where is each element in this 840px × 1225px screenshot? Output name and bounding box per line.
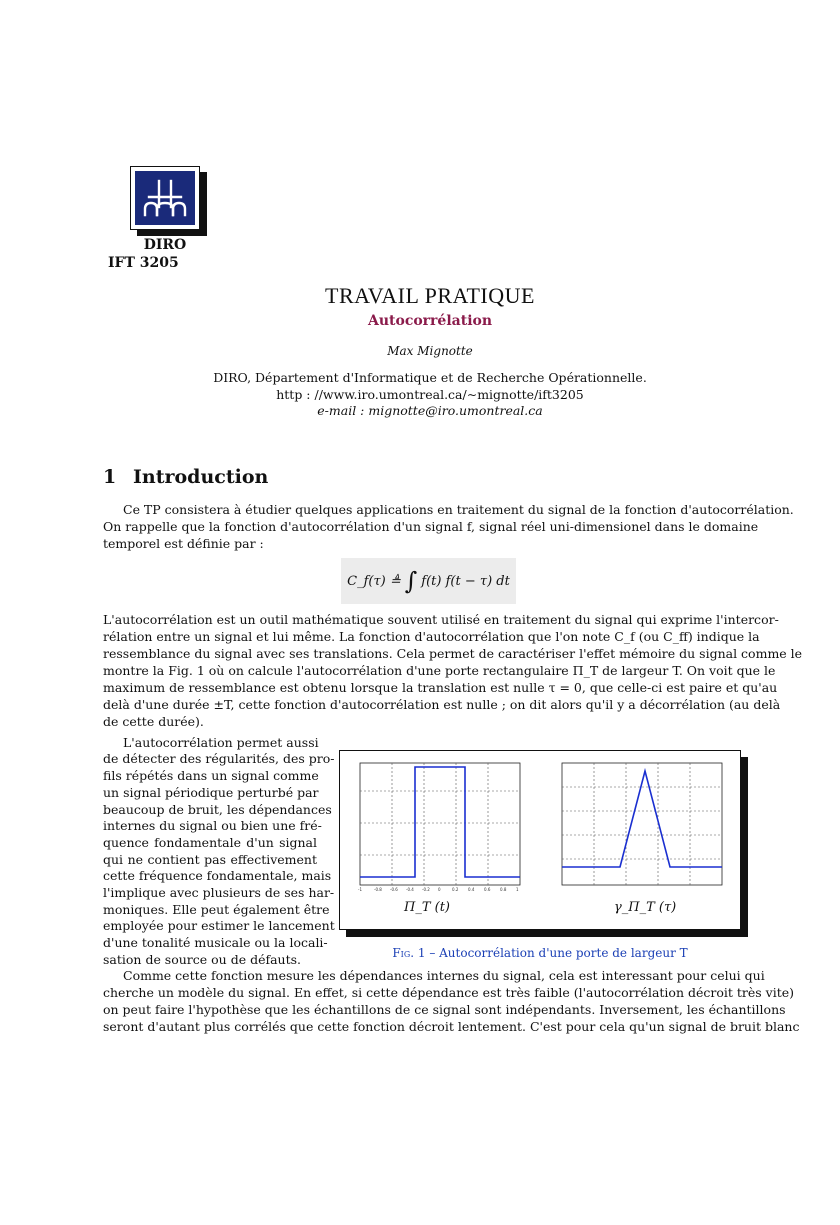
- paragraph-line: delà d'une durée ±T, cette fonction d'autocorrélation est nulle ; on dit alors qu'il y a décorrélation (au delà: [103, 697, 781, 712]
- column-line: beaucoup de bruit, les dépendances: [103, 802, 332, 817]
- svg-text:0.8: 0.8: [500, 887, 507, 892]
- triangle-curve: [562, 771, 722, 867]
- svg-text:-0.6: -0.6: [390, 887, 398, 892]
- svg-text:-0.4: -0.4: [406, 887, 414, 892]
- course-code: IFT 3205: [108, 255, 179, 271]
- paragraph-line: L'autocorrélation est un outil mathématique souvent utilisé en traitement du signal qui exprime l'intercor-: [103, 612, 779, 627]
- column-line: qui ne contient pas effectivement: [103, 852, 317, 867]
- figure-plots: [340, 751, 740, 929]
- svg-text:0: 0: [438, 887, 441, 892]
- figure-caption: [339, 946, 741, 960]
- column-line: l'implique avec plusieurs de ses har-: [103, 885, 335, 900]
- section-title: Introduction: [133, 466, 269, 488]
- paragraph-line: ressemblance du signal avec ses translations. Cela permet de caractériser l'effet mémoire du signal comme le: [103, 646, 803, 661]
- caption-prefix: Fig. 1: [392, 946, 426, 960]
- paragraph-line: maximum de ressemblance est obtenu lorsque la translation est nulle τ = 0, que celle-ci est paire et qu'au: [103, 680, 778, 695]
- autocorrelation-formula: [341, 558, 516, 604]
- paragraph-line: cherche un modèle du signal. En effet, si cette dépendance est très faible (l'autocorrélation décroit très vite): [103, 985, 795, 1000]
- gate-curve: [360, 767, 520, 877]
- column-line: L'autocorrélation permet aussi: [123, 735, 319, 750]
- svg-text:1: 1: [516, 887, 519, 892]
- column-line: cette fréquence fondamentale, mais: [103, 868, 332, 883]
- column-line: quence fondamentale d'un signal: [103, 835, 317, 850]
- svg-text:0.4: 0.4: [468, 887, 475, 892]
- paragraph-line: rélation entre un signal et lui même. La fonction d'autocorrélation que l'on note C_f (ou C_ff) indique la: [103, 629, 760, 644]
- paragraph-line: Comme cette fonction mesure les dépendances internes du signal, cela est interessant pour celui qui: [123, 968, 765, 983]
- diro-logo: [135, 171, 195, 225]
- svg-text:-0.2: -0.2: [422, 887, 430, 892]
- section-number: 1: [103, 466, 117, 488]
- svg-text:-0.8: -0.8: [374, 887, 382, 892]
- svg-text:-1: -1: [358, 887, 362, 892]
- document-title: TRAVAIL PRATIQUE: [325, 283, 535, 308]
- paragraph-line: seront d'autant plus corrélés que cette fonction décroit lentement. C'est pour cela qu'un signal de bruit blanc: [103, 1019, 800, 1034]
- paragraph-line: de cette durée).: [103, 714, 204, 729]
- intro-line: On rappelle que la fonction d'autocorrélation d'un signal f, signal réel uni-dimensionel dans le domaine: [103, 519, 759, 534]
- figure-1: [339, 750, 741, 930]
- svg-text:0.6: 0.6: [484, 887, 491, 892]
- column-line: d'une tonalité musicale ou la locali-: [103, 935, 328, 950]
- paragraph-line: montre la Fig. 1 où on calcule l'autocorrélation d'une porte rectangulaire Π_T de largeur T. On voit que le: [103, 663, 776, 678]
- column-line: employée pour estimer le lancement: [103, 918, 335, 933]
- document-subtitle: Autocorrélation: [367, 313, 493, 329]
- gate-label: Π_T (t): [404, 900, 451, 915]
- intro-line: Ce TP consistera à étudier quelques applications en traitement du signal de la fonction d'autocorrélation.: [123, 502, 794, 517]
- website-url[interactable]: http : //www.iro.umontreal.ca/∼mignotte/ift3205: [276, 387, 584, 402]
- column-line: un signal périodique perturbé par: [103, 785, 319, 800]
- autocorr-label: γ_Π_T (τ): [614, 900, 677, 915]
- diro-logo-icon: [135, 171, 195, 225]
- autocorr-plot: [562, 763, 722, 885]
- column-line: de détecter des régularités, des pro-: [103, 751, 335, 766]
- logo-label: DIRO: [143, 237, 187, 253]
- author-name: Max Mignotte: [387, 344, 473, 358]
- email-address[interactable]: e-mail : mignotte@iro.umontreal.ca: [317, 403, 543, 418]
- affiliation: DIRO, Département d'Informatique et de Recherche Opérationnelle.: [213, 370, 647, 385]
- column-line: fils répétés dans un signal comme: [103, 768, 319, 783]
- integral-symbol: ∫: [404, 567, 418, 595]
- column-line: sation de source ou de défauts.: [103, 952, 302, 967]
- gate-plot: [358, 763, 520, 892]
- formula-lhs: C_f(τ) ≜: [347, 573, 401, 589]
- column-line: internes du signal ou bien une fré-: [103, 818, 322, 833]
- formula-rhs: f(t) f(t − τ) dt: [421, 573, 510, 589]
- intro-line: temporel est définie par :: [103, 536, 264, 551]
- svg-text:0.2: 0.2: [452, 887, 459, 892]
- column-line: moniques. Elle peut également être: [103, 902, 330, 917]
- paragraph-line: on peut faire l'hypothèse que les échantillons de ce signal sont indépendants. Inversement, les échantillons: [103, 1002, 786, 1017]
- caption-text: – Autocorrélation d'une porte de largeur T: [425, 946, 688, 960]
